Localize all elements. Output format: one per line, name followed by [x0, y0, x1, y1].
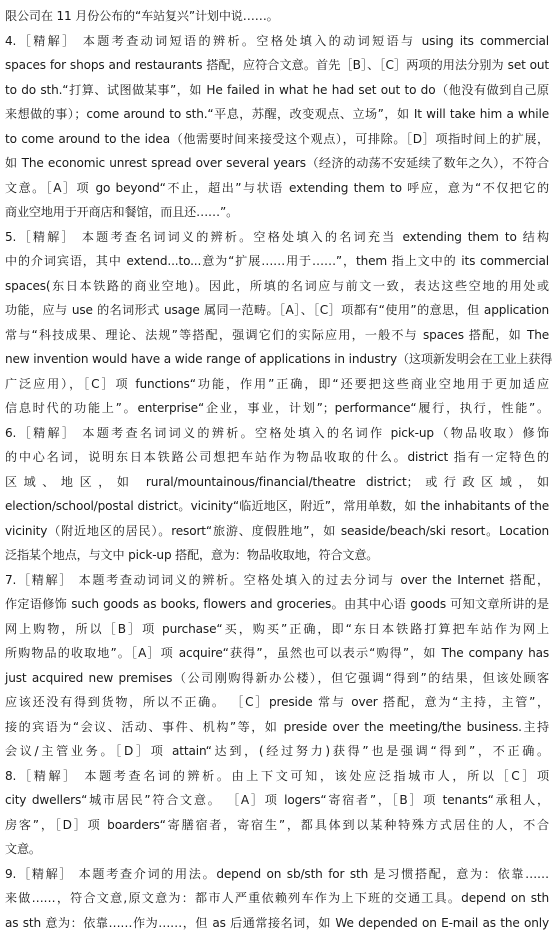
text-line: 来做……，符合文意,原文意为：都市人严重依赖列车作为上下班的交通工具。depend on sth [5, 886, 549, 911]
text-line: 泛指某个地点，与文中 pick-up 搭配，意为：物品收取地，符合文意。 [5, 543, 549, 568]
text-line: 信息时代的功能上”。enterprise“企业，事业，计划”；performance“履行，执行，性能”。 [5, 396, 549, 421]
text-line: 接的宾语为“会议、活动、事件、机构”等，如 preside over the meeting/the business.主持 [5, 715, 549, 740]
text-line: 区域、地区，如 rural/mountainous/financial/theatre district；或行政区域，如 [5, 470, 549, 495]
text-line: 作定语修饰 such goods as books, flowers and groceries。由其中心语 goods 可知文章所讲的是 [5, 592, 549, 617]
text-line: just acquired new premises（公司刚购得新办公楼），但它强调“得到”的结果，但该处顾客 [5, 666, 549, 691]
text-line: 文意。 [5, 837, 549, 862]
text-line: 如 The economic unrest spread over several years（经济的动荡不安延续了数年之久），不符合 [5, 151, 549, 176]
text-line: to do sth.“打算、试图做某事”，如 He failed in what he had set out to do（他没有做到自己原 [5, 78, 549, 103]
text-line: 4.［精解］ 本题考查动词短语的辨析。空格处填入的动词短语与 using its commercial [5, 29, 549, 54]
text-line: 来想做的事）；come around to sth.“平息，苏醒，改变观点、立场”，如 It will take him a while [5, 102, 549, 127]
text-line: 8.［精解］ 本题考查名词的辨析。由上下文可知，该处应泛指城市人，所以［C］项 [5, 764, 549, 789]
text-line: 中的介词宾语，其中 extend...to...意为“扩展……用于……”，them 指上文中的 its commercial [5, 249, 549, 274]
text-line: 所购物品的收取地”。［A］项 acquire“获得”，虽然也可以表示“购得”，如 The company has [5, 641, 549, 666]
text-line: city dwellers“城市居民”符合文意。 ［A］项 logers“寄宿者”，［B］项 tenants“承租人， [5, 788, 549, 813]
text-line: 房客”，［D］项 boarders“寄膳宿者，寄宿生”，都具体到以某种特殊方式居住的人，不合 [5, 813, 549, 838]
text-line: election/school/postal district。vicinity“临近地区，附近”，常用单数，如 the inhabitants of the [5, 494, 549, 519]
text-line: 会议/主管业务。［D］项 attain“达到，(经过努力)获得”也是强调“得到”，不正确。 [5, 739, 549, 764]
text-line: as sth 意为：依靠……作为……，但 as 后通常接名词，如 We depended on E-mail as the only [5, 911, 549, 935]
text-line: to come around to the idea（他需要时间来接受这个观点），可排除。［D］项指时间上的扩展， [5, 127, 549, 152]
text-line: new invention would have a wide range of applications in industry（这项新发明会在工业上获得 [5, 347, 549, 372]
text-line: spaces for shops and restaurants 搭配，应符合文意。首先［B］、［C］两项的用法分别为 set out [5, 53, 549, 78]
text-line: 5.［精解］ 本题考查名词词义的辨析。空格处填入的名词充当 extending them to 结构 [5, 225, 549, 250]
text-line: 应该还没有得到货物，所以不正确。 ［C］preside 常与 over 搭配，意为“主持，主管”， [5, 690, 549, 715]
text-line: 7.［精解］ 本题考查动词词义的辨析。空格处填入的过去分词与 over the Internet 搭配， [5, 568, 549, 593]
text-line: vicinity（附近地区的居民）。resort“旅游、度假胜地”，如 seaside/beach/ski resort。Location [5, 519, 549, 544]
text-line: spaces(东日本铁路的商业空地)。因此，所填的名词应与前文一致，表达这些空地的用处或 [5, 274, 549, 299]
text-line: 文意。［A］项 go beyond“不止，超出”与状语 extending them to 呼应，意为“不仅把它的 [5, 176, 549, 201]
text-line: 限公司在 11 月份公布的“车站复兴”计划中说……。 [5, 4, 549, 29]
text-line: 9.［精解］ 本题考查介词的用法。depend on sb/sth for sth 是习惯搭配，意为：依靠…… [5, 862, 549, 887]
text-line: 网上购物，所以［B］项 purchase“买，购买”正确，即“东日本铁路打算把车站作为网上 [5, 617, 549, 642]
text-line: 6.［精解］ 本题考查名词词义的辨析。空格处填入的名词作 pick-up（物品收取）修饰 [5, 421, 549, 446]
text-line: 广泛应用），［C］项 functions“功能，作用”正确，即“还要把这些商业空地用于更加适应 [5, 372, 549, 397]
text-line: 功能，应与 use 的名词形式 usage 属同一范畴。［A］、［C］项都有“使用”的意思，但 application [5, 298, 549, 323]
text-line: 商业空地用于开商店和餐馆，而且还……”。 [5, 200, 549, 225]
text-line: 常与“科技成果、理论、法规”等搭配，强调它们的实际应用，一般不与 spaces 搭配，如 The [5, 323, 549, 348]
text-line: 的中心名词，说明东日本铁路公司想把车站作为物品收取的什么。district 指有一定特色的 [5, 445, 549, 470]
